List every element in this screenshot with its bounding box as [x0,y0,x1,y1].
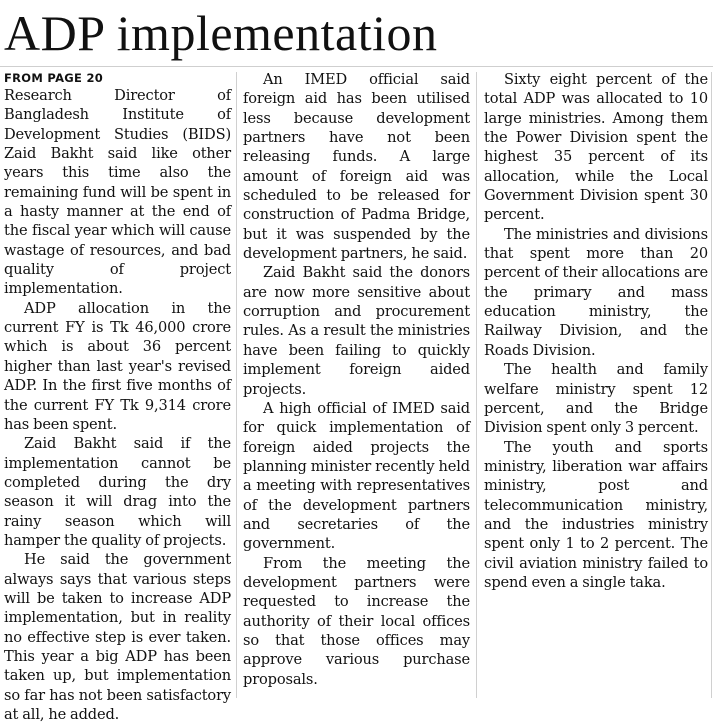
article-paragraph: Zaid Bakht said the donors are now more sensitive about corruption and procurement rules. As a result the ministries have been failing to quickly implement foreign aided projects. [243,264,470,398]
article-paragraph: The ministries and divisions that spent more than 20 percent of their allocations are the primary and mass education ministry, the Railway Division, and the Roads Division. [484,225,708,359]
column-divider [711,72,712,698]
article-paragraph: He said the government always says that various steps will be taken to increase ADP implementation, but in reality no effective step is ever taken. This year a big ADP has been taken up, but implementation so far has not been satisfactory at all, he added. [4,551,231,723]
jump-kicker: FROM PAGE 20 [4,71,104,85]
article-paragraph: From the meeting the development partners were requested to increase the authority of their local offices so that those offices may approve various purchase proposals. [243,554,470,688]
article-paragraph: The health and family welfare ministry spent 12 percent, and the Bridge Division spent only 3 percent. [484,361,708,437]
article-paragraph: ADP allocation in the current FY is Tk 46,000 crore which is about 36 percent higher than last year's revised ADP. In the first five months of the current FY Tk 9,314 crore has been spent. [4,299,231,433]
article-column-3 [484,70,708,698]
article-paragraph: Research Director of Bangladesh Institute of Development Studies (BIDS) Zaid Bakht said like other years this time also the remaining fund will be spent in a hasty manner at the end of the fiscal year which will cause wastage of resources, and bad quality of project implementation. [4,87,231,298]
headline: ADP implementation [4,5,438,61]
article-column-2 [243,70,470,698]
article-paragraph: Zaid Bakht said if the implementation cannot be completed during the dry season it will drag into the rainy season which will hamper the quality of projects. [4,435,231,549]
article-paragraph: The youth and sports ministry, liberation war affairs ministry, post and telecommunication ministry, and the industries ministry spent only 1 to 2 percent. The civil aviation ministry failed to spend even a single taka. [484,438,708,591]
headline-rule [0,66,713,67]
column-divider [236,72,237,698]
article-column-1 [4,70,231,723]
article-paragraph: Sixty eight percent of the total ADP was allocated to 10 large ministries. Among them the Power Division spent the highest 35 percent of its allocation, while the Local Government Division spent 30 percent. [484,71,708,224]
article-paragraph: A high official of IMED said for quick implementation of foreign aided projects the planning minister recently held a meeting with representatives of the development partners and secretaries of the government. [243,399,470,553]
column-divider [476,72,477,698]
article-paragraph: An IMED official said foreign aid has been utilised less because development partners have not been releasing funds. A large amount of foreign aid was scheduled to be released for construction of Padma Bridge, but it was suspended by the development partners, he said. [243,71,470,263]
